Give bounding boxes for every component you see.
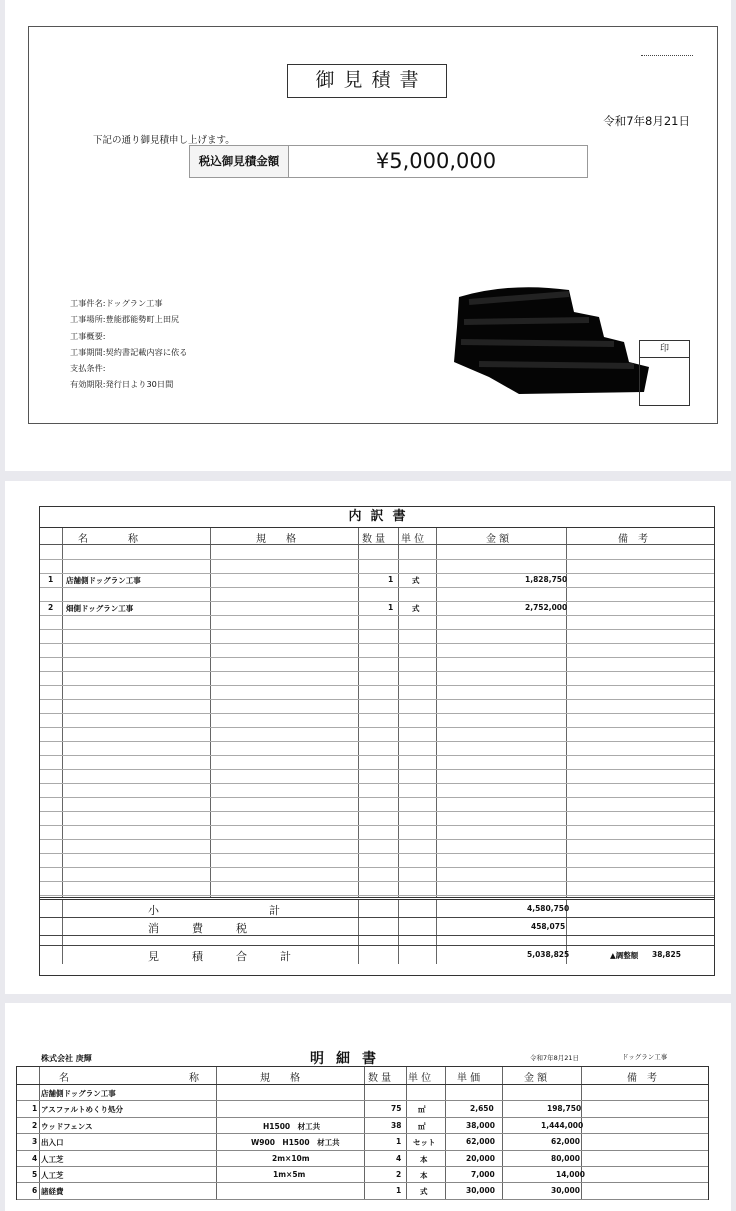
header-unit: 単 位	[401, 534, 425, 545]
total-value: 5,038,825	[527, 950, 570, 959]
tax-label: 消 費 税	[148, 922, 247, 935]
summary-grid	[40, 545, 714, 900]
summary-page	[5, 481, 731, 994]
summary-title: 内訳書	[40, 507, 714, 528]
header-amount: 金 額	[486, 534, 510, 545]
grid-line	[40, 573, 714, 574]
total-label: 見 積 合 計	[148, 950, 291, 963]
grid-line	[40, 587, 714, 588]
grid-line	[40, 797, 714, 798]
cover-intro: 下記の通り御見積申し上げます。	[93, 135, 235, 146]
adjust-value: 38,825	[652, 950, 681, 959]
grid-line	[40, 755, 714, 756]
spacer-row	[40, 936, 714, 946]
info-line: 工事概要:	[70, 330, 106, 341]
grid-line	[40, 601, 714, 602]
grid-line	[40, 811, 714, 812]
detail-table	[16, 1066, 709, 1200]
grid-line	[40, 657, 714, 658]
grid-line	[40, 783, 714, 784]
section-row: 店舗側ドッグラン工事	[17, 1085, 708, 1101]
amount-box	[189, 145, 588, 178]
grid-line	[40, 769, 714, 770]
subtotal-row	[40, 900, 714, 918]
cover-title: 御見積書	[287, 64, 447, 98]
company-name: 株式会社 庚輝	[41, 1054, 92, 1063]
table-row: 6 諸経費 1 式 30,000 30,000	[17, 1183, 708, 1199]
grid-line	[40, 895, 714, 896]
header-remarks: 備 考	[618, 534, 648, 545]
grid-line	[40, 629, 714, 630]
grid-line	[40, 559, 714, 560]
table-row: 5 人工芝 1m×5m 2 本 7,000 14,000	[17, 1167, 708, 1183]
detail-page	[5, 1003, 731, 1211]
summary-header	[40, 528, 714, 545]
seal-label: 印	[640, 341, 689, 358]
grid-line	[40, 713, 714, 714]
table-row: 4 人工芝 2m×10m 4 本 20,000 80,000	[17, 1151, 708, 1167]
info-line: 支払条件:	[70, 363, 106, 374]
header-qty: 数 量	[362, 534, 386, 545]
grid-line	[40, 867, 714, 868]
dotted-line	[641, 55, 693, 56]
table-row: 3 出入口 W900 H1500 材工共 1 セット 62,000 62,000	[17, 1134, 708, 1150]
subtotal-value: 4,580,750	[527, 904, 570, 913]
info-line: 工事場所:豊能郡能勢町上田尻	[70, 314, 180, 325]
seal-box	[639, 340, 690, 406]
adjust-label: ▲調整額	[610, 951, 639, 960]
grid-line	[40, 671, 714, 672]
amount-value: ¥5,000,000	[375, 149, 497, 173]
grid-line	[40, 699, 714, 700]
total-row	[40, 946, 714, 964]
info-line: 有効期限:発行日より30日間	[70, 379, 174, 390]
grid-line	[40, 685, 714, 686]
grid-line	[40, 881, 714, 882]
info-line: 工事件名:ドッグラン工事	[70, 298, 163, 308]
detail-title: 明細書	[310, 1051, 388, 1067]
subtotal-label: 小 計	[148, 904, 280, 917]
tax-row	[40, 918, 714, 936]
detail-header: 名 称 規 格 数 量 単 位 単 価 金 額 備 考	[17, 1067, 708, 1085]
project-info	[70, 295, 187, 393]
grid-line	[40, 643, 714, 644]
tax-value: 458,075	[531, 922, 566, 931]
cover-date: 令和7年8月21日	[603, 114, 690, 128]
grid-line	[40, 727, 714, 728]
table-row: 2 ウッドフェンス H1500 材工共 38 ㎡ 38,000 1,444,000	[17, 1118, 708, 1134]
cover-frame	[28, 26, 718, 424]
grid-line	[40, 853, 714, 854]
amount-label: 税込御見積金額	[190, 146, 289, 177]
grid-line	[40, 839, 714, 840]
table-row: 2 畑側ドッグラン工事 1 式 2,752,000	[48, 603, 568, 613]
grid-line	[40, 825, 714, 826]
grid-line	[40, 741, 714, 742]
info-line: 工事期間:契約書記載内容に依る	[70, 346, 188, 357]
table-row: 1 店舗側ドッグラン工事 1 式 1,828,750	[48, 575, 568, 585]
table-row: 1 アスファルトめくり処分 75 ㎡ 2,650 198,750	[17, 1101, 708, 1117]
summary-table	[39, 506, 715, 976]
detail-project: ドッグラン工事	[622, 1053, 668, 1061]
detail-date: 令和7年8月21日	[530, 1054, 580, 1062]
cover-page	[5, 0, 731, 471]
grid-line	[40, 615, 714, 616]
header-spec: 規 格	[256, 534, 296, 545]
header-name: 名 称	[78, 534, 138, 545]
